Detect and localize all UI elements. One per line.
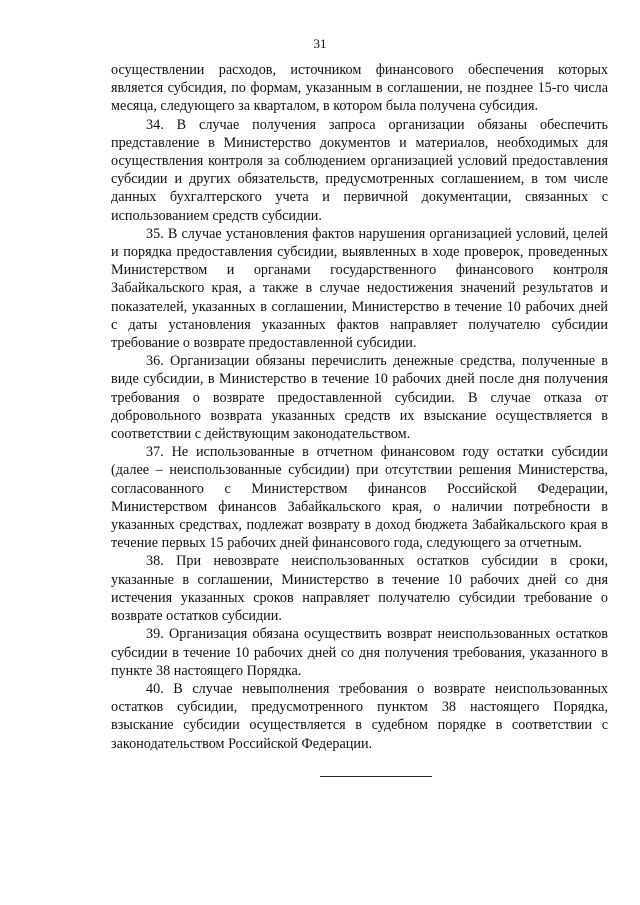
paragraph-37: 37. Не использованные в отчетном финансовом году остатки субсидии (далее – неиспользованные субсидии) при отсутствии решения Министерства, согласованного с Министерством финансов Российской Федерации, Министерством финансов Забайкальского края, о наличии потребности в указанных средствах, подлежат возврату в доход бюджета Забайкальского края в течение первых 15 рабочих дней финансового года, следующего за отчетным. [111,444,608,552]
paragraph-38: 38. При невозврате неиспользованных остатков субсидии в сроки, указанные в соглашении, Министерство в течение 10 рабочих дней со дня истечения указанных сроков направляет получателю субсидии требование о возврате остатков субсидии. [111,553,608,625]
paragraph-35: 35. В случае установления фактов нарушения организацией условий, целей и порядка предоставления субсидии, выявленных в ходе проверок, проведенных Министерством и органами государственного финансового контроля Забайкальского края, а также в случае недостижения значений результатов и показателей, указанных в соглашении, Министерство в течение 10 рабочих дней с даты установления указанных фактов направляет получателю субсидии требование о возврате предоставленной субсидии. [111,225,608,352]
paragraph-39: 39. Организация обязана осуществить возврат неиспользованных остатков субсидии в течение 10 рабочих дней со дня получения требования, указанного в пункте 38 настоящего Порядка. [111,626,608,679]
page-number: 31 [313,36,327,51]
end-of-document-rule [320,776,432,777]
paragraph-continuation: осуществлении расходов, источником финансового обеспечения которых является субсидия, по формам, указанным в соглашении, не позднее 15-го числа месяца, следующего за кварталом, в котором была получена субсидия. [111,62,608,115]
document-body [111,61,608,753]
paragraph-40: 40. В случае невыполнения требования о возврате неиспользованных остатков субсидии, предусмотренного пунктом 38 настоящего Порядка, взыскание субсидии осуществляется в судебном порядке в соответствии с законодательством Российской Федерации. [111,680,608,752]
paragraph-36: 36. Организации обязаны перечислить денежные средства, полученные в виде субсидии, в Министерство в течение 10 рабочих дней после дня получения требования о возврате предоставленной субсидии. В случае отказа от добровольного возврата указанных средств их взыскание осуществляется в соответствии с действующим законодательством. [111,353,608,443]
paragraph-34: 34. В случае получения запроса организации обязаны обеспечить представление в Министерство документов и материалов, необходимых для осуществления контроля за соблюдением организацией условий предоставления субсидии и других обязательств, предусмотренных соглашением, в том числе данных бухгалтерского учета и первичной документации, связанных с использованием средств субсидии. [111,116,608,224]
